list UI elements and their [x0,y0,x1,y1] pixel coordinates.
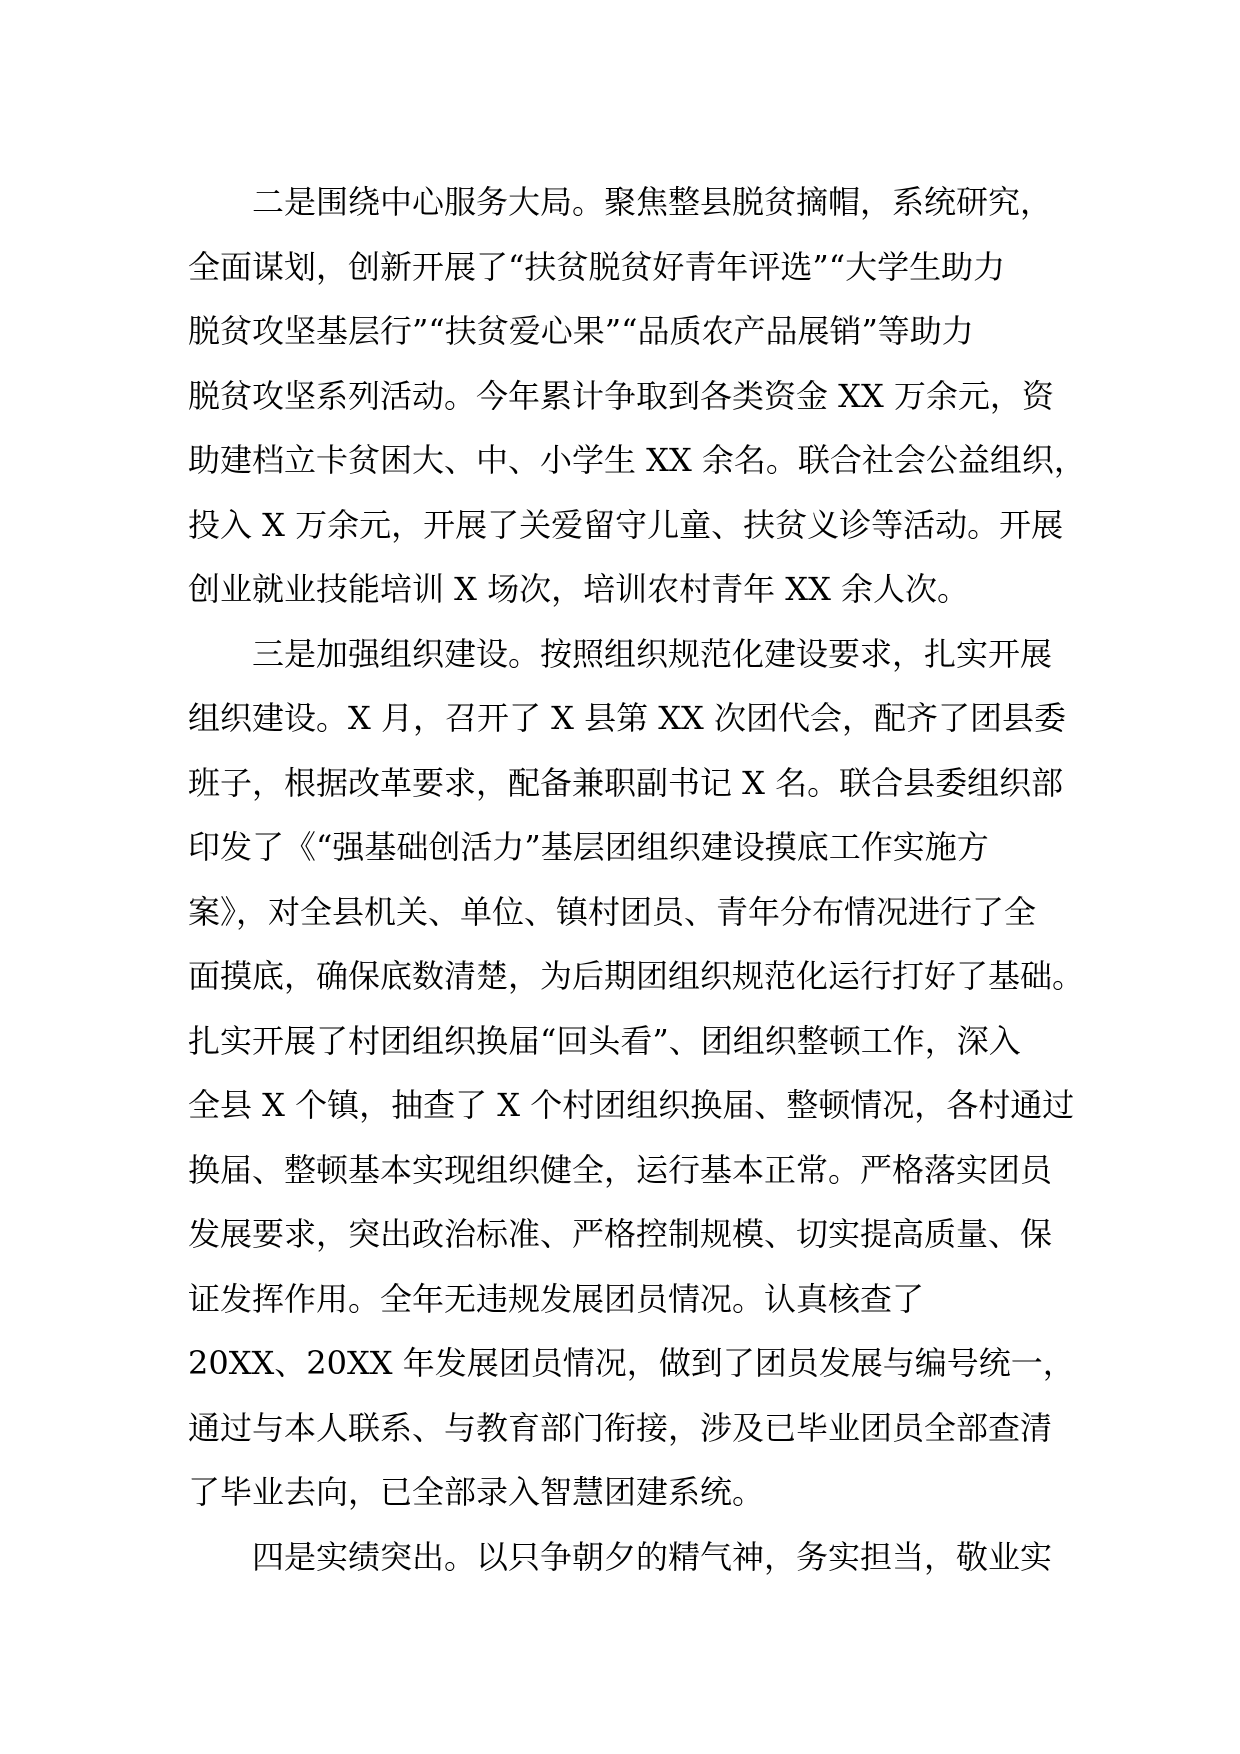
paragraph-3 [188,622,1085,1525]
body-text [188,170,1086,1589]
paragraph-4 [188,1525,1068,1590]
text-line: 全县 X 个镇，抽查了 X 个村团组织换届、整顿情况，各村通过 [188,1086,1075,1124]
text-line: 投入 X 万余元，开展了关爱留守儿童、扶贫义诊等活动。开展 [188,505,1064,544]
text-line: 全面谋划，创新开展了“扶贫脱贫好青年评选”“大学生助力 [188,247,1006,286]
text-line: 脱贫攻坚系列活动。今年累计争取到各类资金 XX 万余元，资 [188,376,1054,415]
text-line: 发展要求，突出政治标准、严格控制规模、切实提高质量、保 [188,1215,1053,1253]
text-line: 扎实开展了村团组织换届“回头看”、团组织整顿工作，深入 [188,1021,1021,1060]
text-line: 助建档立卡贫困大、中、小学生 XX 余名。联合社会公益组织， [188,441,1086,479]
text-line: 案》，对全县机关、单位、镇村团员、青年分布情况进行了全 [188,892,1037,931]
text-line: 创业就业技能培训 X 场次，培训农村青年 XX 余人次。 [188,570,970,608]
text-line: 通过与本人联系、与教育部门衔接，涉及已毕业团员全部查清 [188,1408,1053,1447]
text-line: 换届、整顿基本实现组织健全，运行基本正常。严格落实团员 [188,1150,1053,1189]
paragraph-2 [188,170,1086,622]
text-line: 面摸底，确保底数清楚，为后期团组织规范化运行打好了基础。 [188,957,1085,995]
text-line: 组织建设。X 月，召开了 X 县第 XX 次团代会，配齐了团县委 [188,699,1066,737]
text-line: 了毕业去向，已全部录入智慧团建系统。 [188,1473,765,1511]
text-line: 脱贫攻坚基层行”“扶贫爱心果”“品质农产品展销”等助力 [188,312,974,350]
text-line: 四是实绩突出。以只争朝夕的精气神，务实担当，敬业实 [252,1537,1053,1576]
text-line: 三是加强组织建设。按照组织规范化建设要求，扎实开展 [252,634,1053,673]
text-line: 20XX、20XX 年发展团员情况，做到了团员发展与编号统一， [188,1344,1075,1382]
text-line: 二是围绕中心服务大局。聚焦整县脱贫摘帽，系统研究， [252,183,1053,221]
text-line: 证发挥作用。全年无违规发展团员情况。认真核查了 [188,1279,925,1318]
text-line: 班子，根据改革要求，配备兼职副书记 X 名。联合县委组织部 [188,763,1064,802]
text-line: 印发了《“强基础创活力”基层团组织建设摸底工作实施方 [188,828,989,866]
